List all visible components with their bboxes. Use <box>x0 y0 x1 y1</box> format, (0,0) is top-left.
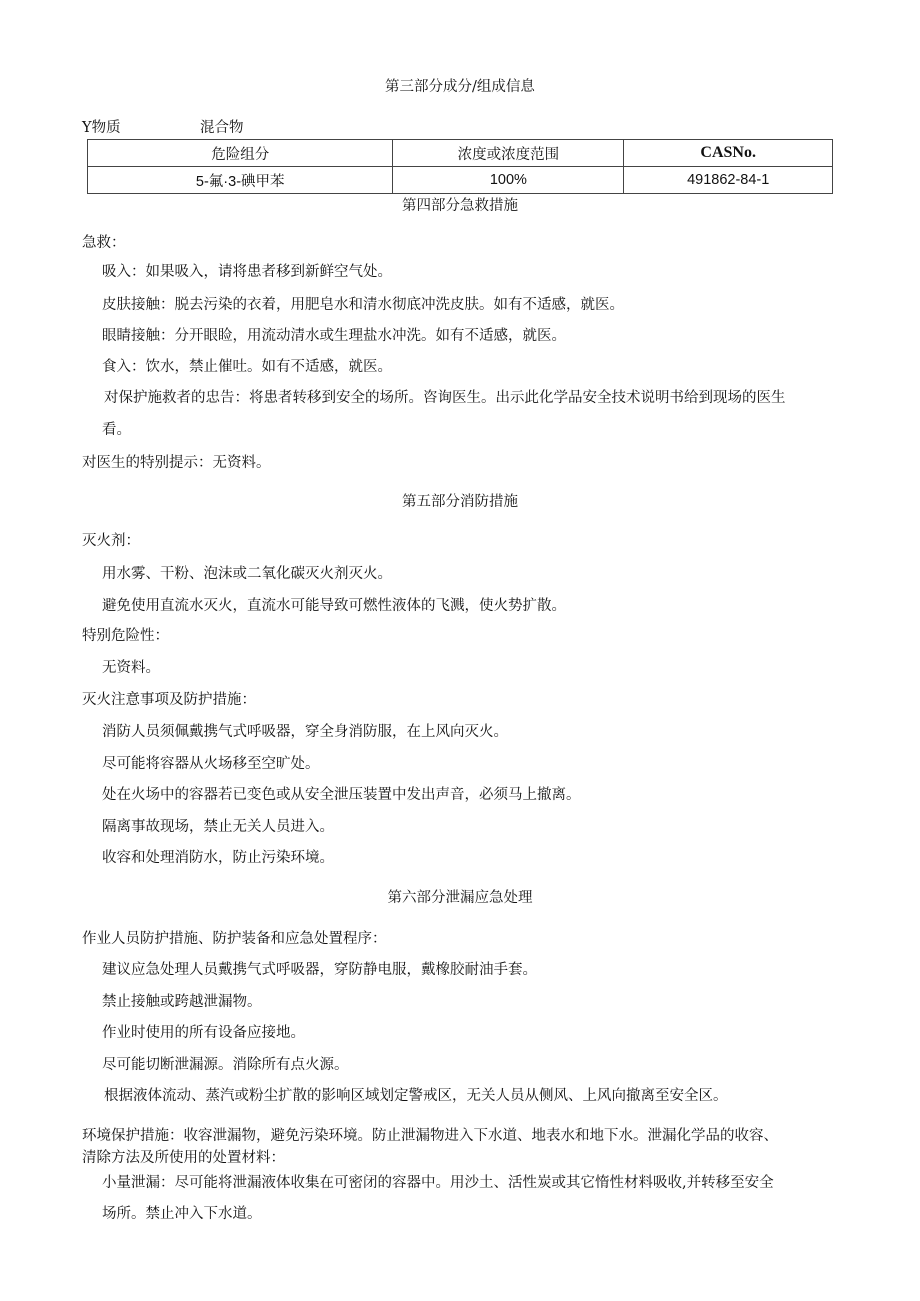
composition-table <box>87 139 833 194</box>
s6-line: 根据液体流动、蒸汽或粉尘扩散的影响区域划定警戒区，无关人员从侧风、上风向撤离至安全区。 <box>104 1088 728 1104</box>
s5-line: 避免使用直流水灭火，直流水可能导致可燃性液体的飞溅，使火势扩散。 <box>102 598 566 614</box>
substance-label: Y物质 <box>82 120 121 136</box>
s5-line: 隔离事故现场，禁止无关人员进入。 <box>102 819 334 835</box>
s5-line: 收容和处理消防水，防止污染环境。 <box>102 850 334 866</box>
s4-line: 食入：饮水，禁止催吐。如有不适感，就医。 <box>102 359 392 375</box>
s4-line: 对医生的特别提示：无资料。 <box>82 455 271 471</box>
header-cas: CASNo. <box>624 140 833 167</box>
s6-line: 作业时使用的所有设备应接地。 <box>102 1025 305 1041</box>
substance-value: 混合物 <box>200 120 244 136</box>
cell-cas: 491862-84-1 <box>624 167 833 194</box>
s5-line: 特别危险性： <box>82 628 169 644</box>
s4-line: 对保护施救者的忠告：将患者转移到安全的场所。咨询医生。出示此化学品安全技术说明书给到现场的医生 <box>104 390 786 406</box>
s6-line: 清除方法及所使用的处置材料： <box>82 1150 285 1166</box>
s6-line: 小量泄漏：尽可能将泄漏液体收集在可密闭的容器中。用沙土、活性炭或其它惰性材料吸收,并转移至安全 <box>102 1175 774 1191</box>
section-4-title: 第四部分急救措施 <box>402 198 518 214</box>
s5-line: 尽可能将容器从火场移至空旷处。 <box>102 756 320 772</box>
s6-line: 尽可能切断泄漏源。消除所有点火源。 <box>102 1057 349 1073</box>
s6-line: 场所。禁止冲入下水道。 <box>102 1206 262 1222</box>
table-header-row <box>88 140 833 167</box>
s5-line: 灭火剂： <box>82 533 140 549</box>
s5-line: 消防人员须佩戴携气式呼吸器，穿全身消防服，在上风向灭火。 <box>102 724 508 740</box>
s5-line: 无资料。 <box>102 660 160 676</box>
section-6-title: 第六部分泄漏应急处理 <box>387 890 533 906</box>
s5-line: 灭火注意事项及防护措施： <box>82 692 256 708</box>
s4-line: 眼睛接触：分开眼睑，用流动清水或生理盐水冲洗。如有不适感，就医。 <box>102 328 566 344</box>
s4-line: 看。 <box>102 422 131 438</box>
s4-line: 吸入：如果吸入，请将患者移到新鲜空气处。 <box>102 264 392 280</box>
s4-line: 皮肤接触：脱去污染的衣着，用肥皂水和清水彻底冲洗皮肤。如有不适感，就医。 <box>102 297 624 313</box>
s5-line: 处在火场中的容器若已变色或从安全泄压装置中发出声音，必须马上撤离。 <box>102 787 581 803</box>
s6-line: 作业人员防护措施、防护装备和应急处置程序： <box>82 931 387 947</box>
s4-line: 急救： <box>82 235 126 251</box>
header-concentration: 浓度或浓度范围 <box>393 140 624 167</box>
section-5-title: 第五部分消防措施 <box>402 494 518 510</box>
cell-concentration: 100% <box>393 167 624 194</box>
s6-line: 建议应急处理人员戴携气式呼吸器，穿防静电服，戴橡胶耐油手套。 <box>102 962 537 978</box>
section-3-title: 第三部分成分/组成信息 <box>385 79 535 95</box>
header-component: 危险组分 <box>88 140 393 167</box>
table-row <box>88 167 833 194</box>
cell-component: 5-氟·3-碘甲苯 <box>88 167 393 194</box>
s6-line: 环境保护措施：收容泄漏物，避免污染环境。防止泄漏物进入下水道、地表水和地下水。泄漏化学品的收容、 <box>82 1128 778 1144</box>
s6-line: 禁止接触或跨越泄漏物。 <box>102 994 262 1010</box>
s5-line: 用水雾、干粉、泡沫或二氧化碳灭火剂灭火。 <box>102 566 392 582</box>
